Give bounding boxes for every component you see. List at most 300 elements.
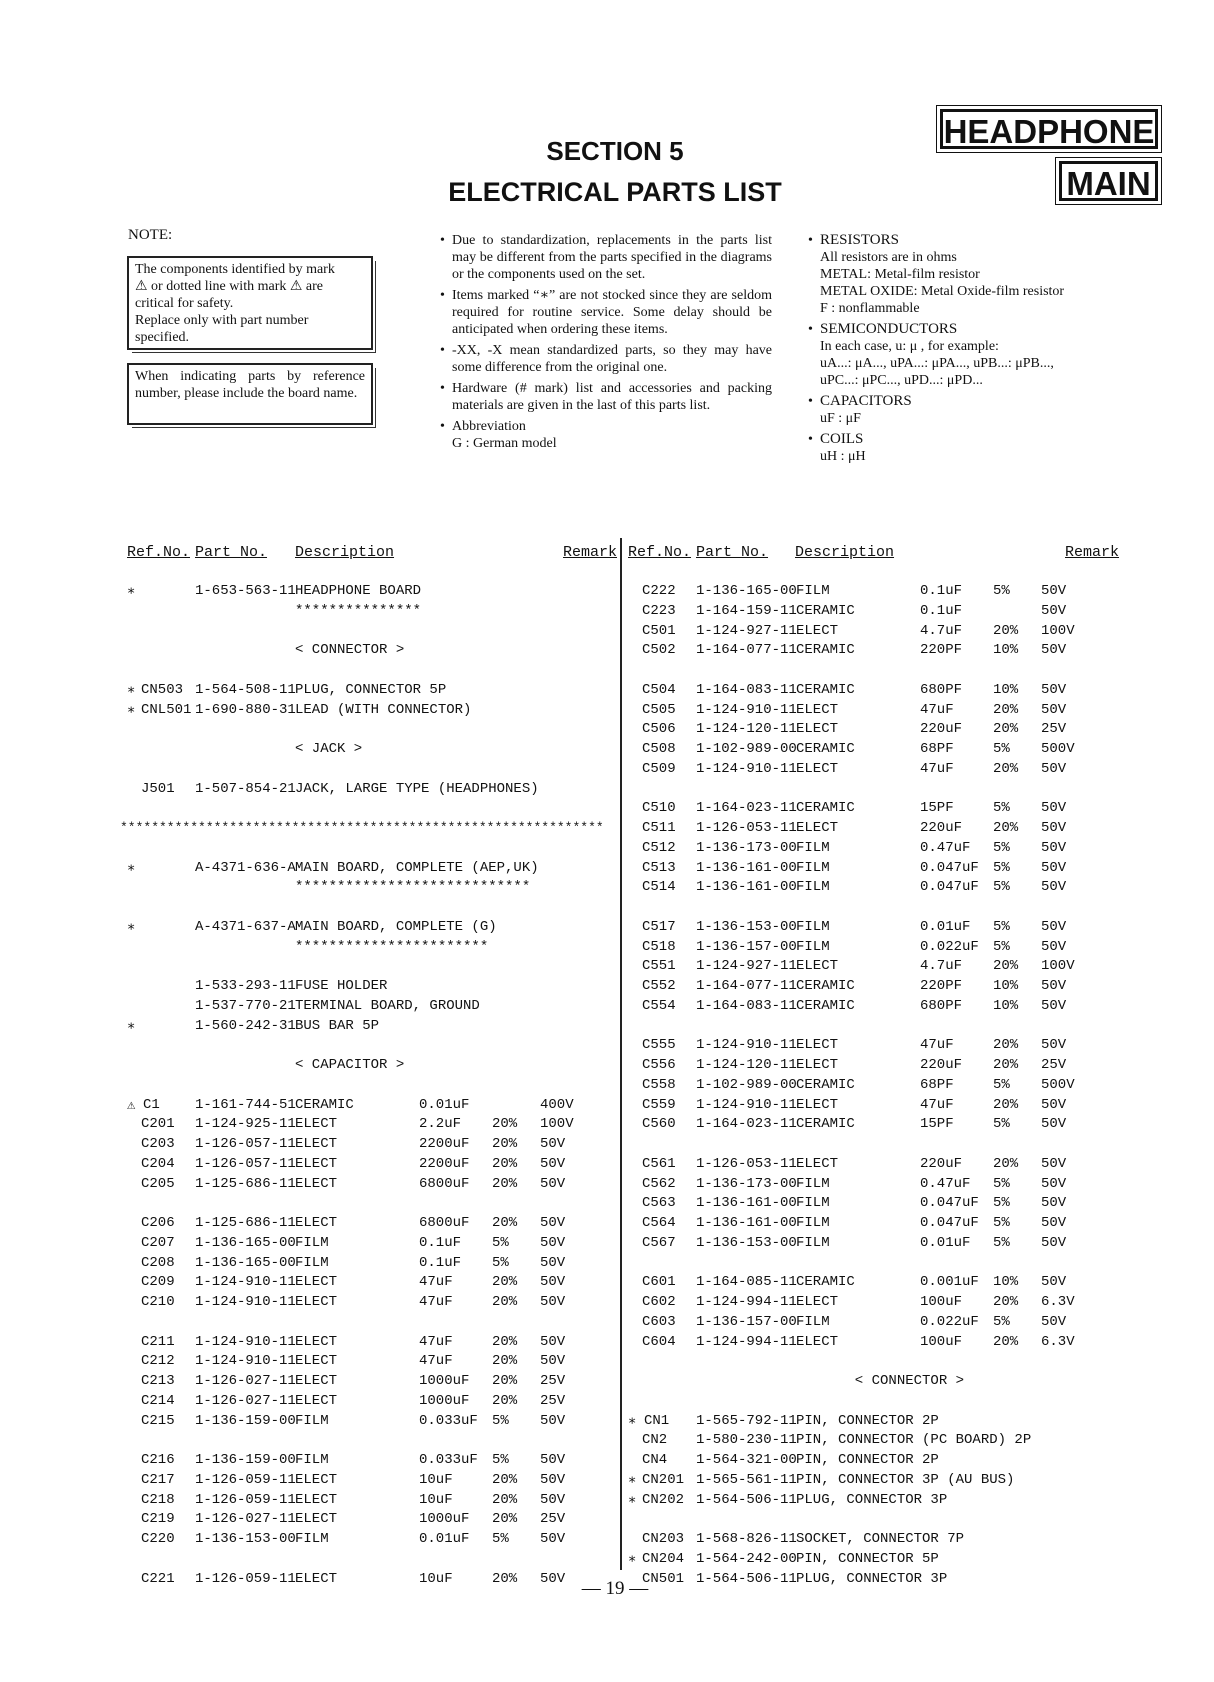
cell-voltage: 50V [540,1412,566,1429]
cell-value: 15PF [920,800,954,817]
cell-part-number: 1-126-053-11 [696,1155,797,1172]
cell-value: 68PF [920,1076,954,1093]
note-item [440,342,772,376]
cell-voltage: 50V [1041,1274,1067,1291]
cell-ref: C223 [642,602,676,619]
table-row [127,623,627,642]
cell-part-number: 1-653-563-11 [195,583,296,599]
cell-description: **************************** [295,879,531,896]
col-header-desc: Description [295,544,395,561]
table-row [127,583,627,602]
cell-part-number: 1-126-057-11 [195,1155,296,1172]
cell-description: *************** [295,602,422,619]
cell-part-number: 1-124-994-11 [696,1333,797,1350]
table-row [127,761,627,780]
cell-part-number: 1-136-161-00 [696,879,797,896]
cell-value: 47uF [419,1274,453,1291]
note-text: • Abbreviation [452,419,526,434]
cell-part-number: 1-164-077-11 [696,978,797,994]
table-row [628,781,1128,800]
cell-value: 0.047uF [920,879,979,896]
cell-ref: C504 [642,681,676,698]
table-row [628,761,1128,780]
table-row [628,1511,1128,1530]
note-text: uH : μH [820,449,866,464]
cell-mark: ∗ [127,584,136,600]
cell-part-number: 1-690-880-31 [195,701,296,718]
col-header-part: Part No. [195,544,268,561]
section-tag-main: MAIN [1059,161,1158,201]
cell-ref: C562 [642,1175,676,1192]
cell-description: ELECT [295,1136,338,1152]
cell-voltage: 50V [1041,760,1067,777]
cell-voltage: 6.3V [1041,1294,1075,1310]
cell-ref: C510 [642,800,676,817]
cell-ref: CN201 [642,1471,685,1488]
table-row [127,1274,627,1293]
cell-part-number: 1-124-120-11 [696,1057,797,1073]
cell-value: 1000uF [419,1392,470,1409]
cell-description: ELECT [295,1274,338,1291]
cell-ref: C512 [642,839,676,856]
cell-mark: ∗ [127,860,136,877]
note-text: F : nonflammable [820,301,920,316]
cell-mark: ⚠ [127,1097,136,1114]
cell-tolerance: 20% [492,1491,518,1508]
cell-tolerance: 5% [993,1116,1010,1133]
cell-value: 10uF [419,1570,453,1587]
cell-description: ELECT [295,1116,338,1133]
cell-ref: C211 [141,1333,175,1350]
cell-ref: CN203 [642,1531,685,1547]
table-row [628,1551,1128,1570]
cell-tolerance: 10% [993,642,1019,659]
cell-ref: C567 [642,1234,676,1251]
table-row [628,899,1128,918]
cell-ref: CN202 [642,1491,685,1508]
cell-description: MAIN BOARD, COMPLETE (AEP,UK) [295,859,539,876]
cell-tolerance: 20% [993,1294,1019,1310]
cell-tolerance: 5% [993,1175,1010,1192]
cell-part-number: 1-564-321-00 [696,1452,797,1468]
cell-voltage: 50V [540,1215,566,1231]
cell-tolerance: 5% [993,938,1010,955]
table-row [127,1551,627,1570]
table-row [127,1531,627,1550]
cell-part-number: 1-126-027-11 [195,1511,296,1528]
cell-tolerance: 10% [993,681,1019,698]
cell-description: CERAMIC [796,642,855,659]
cell-description: FILM [796,1313,830,1330]
cell-part-number: 1-124-927-11 [696,622,797,639]
cell-value: 47uF [920,1037,954,1054]
cell-ref: C501 [642,622,676,639]
cell-voltage: 50V [540,1452,566,1468]
cell-description: MAIN BOARD, COMPLETE (G) [295,918,497,935]
table-row [127,1077,627,1096]
cell-description: FILM [796,1195,830,1212]
cell-value: 220uF [920,1155,963,1172]
cell-tolerance: 20% [993,1057,1019,1073]
table-row [127,800,627,819]
cell-tolerance: 5% [993,879,1010,896]
cell-ref: C1 [143,1096,160,1113]
table-row [127,702,627,721]
cell-ref: C518 [642,938,676,955]
table-row [127,1413,627,1432]
cell-part-number: 1-124-910-11 [195,1353,296,1370]
cell-part-number: 1-580-230-11 [696,1432,797,1449]
note-item-coils [808,431,1148,465]
cell-voltage: 50V [1041,978,1067,994]
cell-ref: C560 [642,1116,676,1133]
cell-part-number: 1-124-910-11 [696,760,797,777]
cell-value: 0.01uF [419,1531,470,1547]
cell-ref: CN4 [642,1452,668,1468]
table-row [628,721,1128,740]
table-row [628,1492,1128,1511]
cell-tolerance: 20% [993,622,1019,639]
table-row [127,998,627,1017]
cell-description: PIN, CONNECTOR 2P [796,1412,939,1429]
cell-value: 0.047uF [920,1195,979,1212]
cell-ref: C205 [141,1175,175,1192]
cell-tolerance: 20% [492,1333,518,1350]
table-row [127,1492,627,1511]
cell-value: 0.1uF [419,1234,462,1251]
reference-note-text: When indicating parts by reference number, please include the board name. [135,369,365,401]
cell-part-number: 1-126-059-11 [195,1491,296,1508]
cell-value: 0.047uF [920,859,979,876]
cell-tolerance: 5% [492,1254,509,1271]
cell-description: ELECT [295,1471,338,1488]
cell-value: 47uF [920,760,954,777]
cell-part-number: 1-124-994-11 [696,1294,797,1310]
note-text: All resistors are in ohms [820,250,957,265]
cell-mark: ∗ [628,1492,637,1509]
cell-value: 6800uF [419,1215,470,1231]
cell-tolerance: 20% [993,701,1019,718]
cell-part-number: 1-136-161-00 [696,1215,797,1231]
cell-part-number: 1-136-173-00 [696,839,797,856]
note-text: G : German model [452,436,557,451]
safety-note-line: The components identified by mark [135,262,335,277]
cell-part-number: 1-533-293-11 [195,978,296,994]
col-header-desc: Description [795,544,895,561]
cell-tolerance: 20% [993,721,1019,738]
cell-value: 10uF [419,1491,453,1508]
table-row [628,958,1128,977]
cell-description: FILM [796,1234,830,1251]
cell-voltage: 50V [540,1333,566,1350]
table-row [120,820,627,839]
cell-voltage: 50V [540,1274,566,1291]
cell-voltage: 100V [1041,622,1075,639]
cell-ref: C218 [141,1491,175,1508]
cell-description: FILM [796,1175,830,1192]
cell-tolerance: 20% [993,958,1019,975]
cell-part-number: 1-126-057-11 [195,1136,296,1152]
cell-part-number: 1-124-910-11 [195,1333,296,1350]
note-text: Due to standardization, replacements in the parts list may be different from the parts specified in the diagrams or the components used on the set. [452,233,772,282]
table-row [628,1255,1128,1274]
cell-part-number: 1-507-854-21 [195,780,296,797]
cell-part-number: 1-564-508-11 [195,681,296,698]
cell-tolerance: 5% [993,1076,1010,1093]
cell-value: 680PF [920,681,963,698]
cell-ref: C555 [642,1037,676,1054]
table-row [127,1116,627,1135]
cell-part-number: 1-564-506-11 [696,1491,797,1508]
cell-voltage: 50V [1041,701,1067,718]
cell-part-number: 1-136-159-00 [195,1412,296,1429]
table-row [127,781,627,800]
cell-ref: C517 [642,918,676,935]
table-row [628,1413,1128,1432]
cell-voltage: 50V [1041,1195,1067,1212]
cell-part-number: 1-136-165-00 [195,1254,296,1271]
cell-part-number: 1-136-157-00 [696,1313,797,1330]
cell-description: ELECT [796,760,839,777]
cell-tolerance: 5% [993,1234,1010,1251]
table-row [628,1156,1128,1175]
table-row [628,919,1128,938]
cell-description: ELECT [796,1333,839,1350]
cell-ref: CN204 [642,1550,685,1567]
note-item-semiconductors [808,321,1148,389]
note-label: NOTE: [128,227,173,243]
cell-voltage: 50V [1041,583,1067,599]
note-text: In each case, u: μ , for example: [820,339,999,354]
cell-ref: C502 [642,642,676,659]
cell-voltage: 50V [540,1234,566,1251]
table-row [628,1235,1128,1254]
cell-description: ELECT [796,721,839,738]
table-row [628,1057,1128,1076]
cell-description: ELECT [295,1511,338,1528]
cell-value: 2200uF [419,1136,470,1152]
cell-voltage: 50V [1041,820,1067,836]
table-row [628,662,1128,681]
cell-voltage: 500V [1041,1076,1075,1093]
cell-description: ELECT [295,1491,338,1508]
table-row [628,603,1128,622]
cell-part-number: 1-124-910-11 [195,1274,296,1291]
cell-tolerance: 5% [993,741,1010,757]
note-text: METAL OXIDE: Metal Oxide-film resistor [820,284,1065,299]
cell-tolerance: 20% [492,1215,518,1231]
cell-description: < CONNECTOR > [295,642,405,659]
cell-tolerance: 20% [492,1116,518,1133]
table-row [628,741,1128,760]
cell-tolerance: 5% [492,1412,509,1429]
col-header-ref: Ref.No. [628,544,692,561]
note-text: uA...: μA..., uPA...: μPA..., uPB...: μPB..., [820,356,1054,371]
cell-value: 220PF [920,642,963,659]
cell-ref: C552 [642,978,676,994]
cell-value: 0.01uF [419,1096,470,1113]
cell-ref: C558 [642,1076,676,1093]
cell-description: CERAMIC [796,800,855,817]
cell-value: 1000uF [419,1373,470,1389]
cell-description: < CONNECTOR > [796,1373,965,1389]
table-row [127,1393,627,1412]
table-row [127,1235,627,1254]
section-title: SECTION 5 [546,136,684,166]
cell-part-number: 1-164-077-11 [696,642,797,659]
cell-value: 220PF [920,978,963,994]
table-row [127,1511,627,1530]
cell-voltage: 50V [540,1353,566,1370]
table-row [628,1274,1128,1293]
cell-voltage: 50V [1041,859,1067,876]
cell-tolerance: 20% [492,1373,518,1389]
cell-description: PIN, CONNECTOR 3P (AU BUS) [796,1471,1015,1488]
cell-part-number: 1-124-120-11 [696,721,797,738]
col-header-remark: Remark [563,544,618,561]
cell-description: ELECT [796,622,839,639]
table-row [127,721,627,740]
cell-mark: ∗ [628,1551,637,1568]
cell-tolerance: 20% [492,1511,518,1528]
cell-ref: C554 [642,997,676,1014]
cell-mark: ∗ [127,702,136,719]
cell-description: FILM [796,859,830,876]
cell-part-number: 1-565-792-11 [696,1412,797,1429]
table-row [628,1176,1128,1195]
cell-value: 4.7uF [920,958,963,975]
cell-part-number: 1-136-165-00 [696,583,797,599]
cell-voltage: 50V [1041,1096,1067,1113]
safety-note-line: Replace only with part number [135,313,309,328]
cell-value: 47uF [920,1096,954,1113]
cell-ref: C212 [141,1353,175,1370]
cell-part-number: 1-125-686-11 [195,1175,296,1192]
cell-description: ELECT [796,1294,839,1310]
cell-value: 100uF [920,1294,963,1310]
col-header-part: Part No. [696,544,769,561]
cell-tolerance: 20% [492,1136,518,1152]
cell-ref: C602 [642,1294,676,1310]
table-row [628,820,1128,839]
col-header-ref: Ref.No. [127,544,191,561]
cell-part-number: 1-164-083-11 [696,997,797,1014]
page-title: ELECTRICAL PARTS LIST [448,177,782,207]
cell-ref: C551 [642,958,676,975]
cell-voltage: 50V [1041,918,1067,935]
cell-voltage: 50V [1041,1313,1067,1330]
cell-voltage: 50V [1041,1155,1067,1172]
cell-description: FILM [796,1215,830,1231]
cell-ref: C603 [642,1313,676,1330]
note-text: -XX, -X mean standardized parts, so they may have some difference from the original one. [452,343,772,375]
cell-description: CERAMIC [295,1096,354,1113]
table-row [127,603,627,622]
table-row [127,879,627,898]
table-row [127,1432,627,1451]
table-row [127,1373,627,1392]
cell-voltage: 50V [1041,1215,1067,1231]
cell-ref: C201 [141,1116,175,1133]
cell-description: PIN, CONNECTOR 5P [796,1550,939,1567]
cell-value: 680PF [920,997,963,1014]
cell-ref: C214 [141,1392,175,1409]
table-row [628,1215,1128,1234]
cell-value: 2.2uF [419,1116,462,1133]
table-row [628,1432,1128,1451]
cell-value: 10uF [419,1471,453,1488]
cell-voltage: 6.3V [1041,1333,1075,1350]
cell-part-number: 1-125-686-11 [195,1215,296,1231]
cell-part-number: 1-136-159-00 [195,1452,296,1468]
safety-note-box [127,256,373,350]
note-text: uF : μF [820,411,861,426]
cell-ref: C563 [642,1195,676,1212]
cell-description: FILM [295,1412,329,1429]
cell-description: FILM [796,938,830,955]
cell-tolerance: 5% [993,1313,1010,1330]
cell-value: 220uF [920,721,963,738]
cell-ref: C220 [141,1531,175,1547]
cell-voltage: 50V [1041,800,1067,817]
col-header-remark: Remark [1065,544,1120,561]
cell-description: CERAMIC [796,602,855,619]
note-item [440,380,772,414]
cell-description: PLUG, CONNECTOR 5P [295,681,447,698]
cell-description: < CAPACITOR > [295,1057,405,1073]
cell-description: ELECT [295,1570,338,1587]
cell-voltage: 400V [540,1096,574,1113]
note-heading: • CAPACITORS [820,393,912,409]
cell-ref: C204 [141,1155,175,1172]
cell-voltage: 50V [540,1155,566,1172]
cell-value: 0.01uF [920,1234,971,1251]
cell-value: 47uF [920,701,954,718]
table-row [127,1294,627,1313]
cell-part-number: 1-164-085-11 [696,1274,797,1291]
note-text: METAL: Metal-film resistor [820,267,980,282]
table-row [127,741,627,760]
cell-ref: J501 [141,780,175,797]
cell-ref: CN501 [642,1570,685,1587]
cell-tolerance: 20% [492,1570,518,1587]
cell-ref: C561 [642,1155,676,1172]
table-row [628,642,1128,661]
cell-description: < JACK > [295,741,363,757]
cell-description: ELECT [295,1175,338,1192]
note-item-capacitors [808,393,1148,427]
cell-part-number: 1-124-910-11 [195,1294,296,1310]
cell-voltage: 50V [540,1136,566,1152]
table-row [628,1334,1128,1353]
table-row [628,1452,1128,1471]
cell-part-number: 1-126-027-11 [195,1373,296,1389]
cell-part-number: 1-126-059-11 [195,1570,296,1587]
table-row [628,1571,1128,1590]
note-text: uPC...: μPC..., uPD...: μPD... [820,373,983,388]
table-row [628,998,1128,1017]
cell-part-number: 1-102-989-00 [696,741,797,757]
cell-tolerance: 20% [993,760,1019,777]
cell-tolerance: 5% [993,800,1010,817]
cell-tolerance: 5% [993,859,1010,876]
cell-description: CERAMIC [796,997,855,1014]
cell-description: FILM [295,1234,329,1251]
cell-value: 15PF [920,1116,954,1133]
cell-ref: C208 [141,1254,175,1271]
cell-tolerance: 20% [492,1155,518,1172]
table-row [127,1057,627,1076]
